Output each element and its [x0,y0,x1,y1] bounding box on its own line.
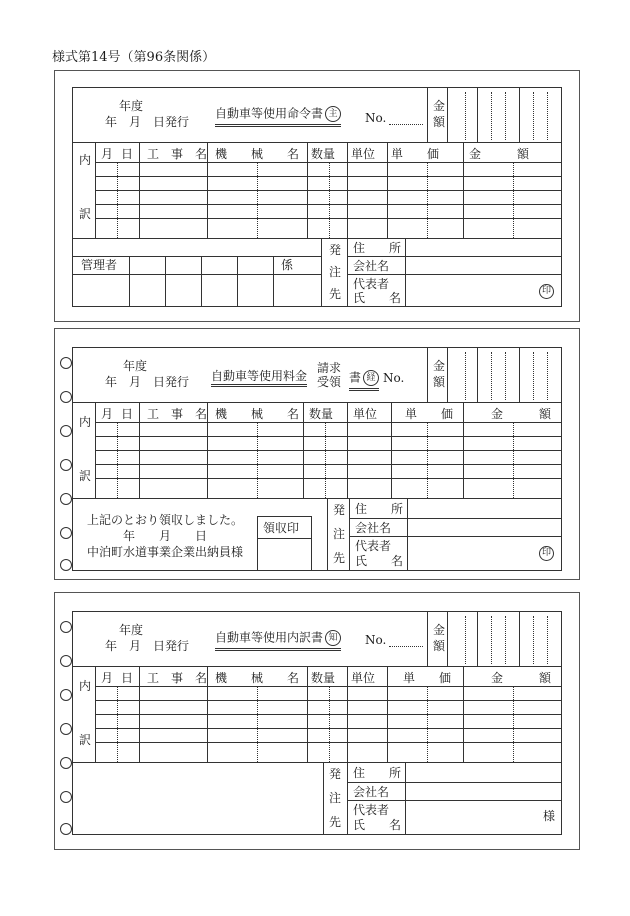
col-line [347,238,348,306]
col-suryo: 数量 [311,671,336,685]
seal-mark: 印 [539,284,554,299]
rep-label-2: 氏 名 [353,818,402,832]
divider [427,348,428,402]
issue-date-label: 年 月 日発行 [105,639,190,653]
divider [477,88,478,142]
col-day: 日 [121,147,134,161]
col-line [321,238,322,306]
col-line [237,256,238,306]
digit-sep [533,92,534,140]
fiscal-year-label: 年度 [119,623,144,637]
company-label: 会社名 [355,521,392,535]
accounting-seal-mark: 経 [363,370,379,386]
number-line [389,646,423,647]
sama-label: 様 [543,809,556,823]
row-line [347,256,561,257]
row-line [347,800,561,801]
uchiwake-label-2: 訳 [79,469,92,483]
col-month: 月 [101,671,114,685]
row-line [349,518,561,519]
digit-sep [547,92,548,140]
digit-sep [465,352,466,400]
fiscal-year-label: 年度 [123,359,148,373]
hatchu-1: 発 [333,503,346,517]
row-line [73,238,561,239]
issue-date-label: 年 月 日発行 [105,115,190,129]
col-day: 日 [121,407,134,421]
form1-title-text: 自動車等使用命令書 [215,106,324,121]
digit-sep [465,616,466,664]
notice-seal-mark: 知 [325,630,341,646]
row-line [73,256,321,257]
row-line [95,728,561,729]
col-tanka: 単 価 [403,671,452,685]
digit-sep [505,352,506,400]
binder-hole [60,791,72,803]
row-line [95,218,561,219]
form3-title [215,630,341,651]
row-line [95,204,561,205]
col-dot [257,686,258,762]
number-label: No. [383,371,405,385]
digit-sep [491,352,492,400]
col-line [405,762,406,834]
col-dot [257,162,258,238]
digit-sep [505,616,506,664]
row-line [73,498,561,499]
address-label: 住 所 [353,766,402,780]
row-line [95,478,561,479]
col-dot [427,686,428,762]
divider [447,88,448,142]
hatchu-3: 先 [329,815,342,829]
form2-title-juryo: 受領 [317,375,342,389]
form2-title-sho: 書 [349,370,362,385]
binder-hole [60,357,72,369]
col-line [347,762,348,834]
amount-label-2: 額 [433,375,446,389]
col-day: 日 [121,671,134,685]
address-label: 住 所 [355,502,404,516]
form-usage-order [54,70,580,322]
binder-hole [60,621,72,633]
col-kingaku: 金 額 [491,671,552,685]
chief-seal-mark: 主 [325,106,341,122]
row-line [73,274,321,275]
row-line [73,666,561,667]
rep-label-1: 代表者 [355,539,392,553]
form-usage-detail [54,592,580,850]
binder-hole [60,689,72,701]
divider [447,612,448,666]
divider [427,612,428,666]
binder-hole [60,723,72,735]
col-line [273,256,274,306]
col-dot [117,422,118,498]
col-tani: 単位 [351,671,376,685]
number-label: No. [365,111,387,125]
amount-label-1: 金 [433,623,446,637]
digit-sep [491,92,492,140]
row-line [257,516,311,517]
row-line [73,402,561,403]
col-tani: 単位 [353,407,378,421]
binder-hole [60,493,72,505]
uchiwake-label-1: 内 [79,415,92,429]
rep-label-2: 氏 名 [355,554,404,568]
binder-hole [60,823,72,835]
col-kikai: 機 械 名 [215,407,300,421]
col-suryo: 数量 [309,407,334,421]
company-label: 会社名 [353,259,390,273]
col-tani: 単位 [351,147,376,161]
col-tanka: 単 価 [391,147,440,161]
col-month: 月 [101,407,114,421]
digit-sep [491,616,492,664]
uchiwake-label-2: 訳 [79,733,92,747]
form2-title-main: 自動車等使用料金 [211,370,307,387]
digit-sep [533,352,534,400]
col-suryo: 数量 [311,147,336,161]
receipt-date: 年 月 日 [123,529,208,543]
company-label: 会社名 [353,785,390,799]
row-line [257,538,311,539]
receipt-addressee: 中泊町水道事業企業出納員様 [87,545,244,559]
hatchu-2: 注 [333,527,346,541]
rep-label-1: 代表者 [353,277,390,291]
col-line [327,498,328,570]
binder-hole [60,757,72,769]
divider [519,88,520,142]
form2-title-seikyu: 請求 [317,361,342,375]
row-line [349,536,561,537]
binder-hole [60,527,72,539]
digit-sep [505,92,506,140]
row-line [95,450,561,451]
rep-label-1: 代表者 [353,803,390,817]
number-label: No. [365,633,387,647]
col-dot [513,422,514,498]
col-line [407,498,408,570]
hatchu-3: 先 [329,287,342,301]
row-line [95,422,561,423]
hatchu-1: 発 [329,243,342,257]
row-line [95,190,561,191]
form-fee-receipt [54,328,580,580]
col-dot [325,422,326,498]
form1-inner [72,87,562,307]
fiscal-year-label: 年度 [119,99,144,113]
form1-title [215,106,341,127]
col-kouji: 工 事 名 [147,671,208,685]
col-dot [329,686,330,762]
manager-label: 管理者 [81,258,118,272]
row-line [95,176,561,177]
col-tanka: 単 価 [405,407,454,421]
digit-sep [465,92,466,140]
col-line [323,762,324,834]
row-line [95,686,561,687]
issue-date-label: 年 月 日発行 [105,375,190,389]
col-line [165,256,166,306]
uchiwake-label-1: 内 [79,679,92,693]
binder-hole [60,559,72,571]
row-line [73,142,561,143]
number-line [389,124,423,125]
col-line [129,256,130,306]
divider [477,612,478,666]
digit-sep [547,616,548,664]
col-dot [329,162,330,238]
row-line [95,742,561,743]
col-dot [513,162,514,238]
hatchu-3: 先 [333,551,346,565]
kakari-label: 係 [281,258,294,272]
col-kingaku: 金 額 [491,407,552,421]
col-month: 月 [101,147,114,161]
col-line [349,498,350,570]
row-line [95,162,561,163]
col-kouji: 工 事 名 [147,407,208,421]
binder-hole [60,391,72,403]
hatchu-1: 発 [329,767,342,781]
digit-sep [547,352,548,400]
row-line [95,464,561,465]
binder-hole [60,425,72,437]
col-dot [117,162,118,238]
divider [447,348,448,402]
divider [519,612,520,666]
col-kikai: 機 械 名 [215,147,300,161]
amount-label-2: 額 [433,639,446,653]
col-dot [117,686,118,762]
col-kikai: 機 械 名 [215,671,300,685]
digit-sep [533,616,534,664]
col-kingaku: 金 額 [469,147,530,161]
address-label: 住 所 [353,241,402,255]
divider [519,348,520,402]
amount-label-1: 金 [433,99,446,113]
hatchu-2: 注 [329,265,342,279]
receipt-statement: 上記のとおり領収しました。 [87,513,244,527]
col-dot [427,422,428,498]
rep-label-2: 氏 名 [353,291,402,305]
binder-hole [60,655,72,667]
form3-title-text: 自動車等使用内訳書 [215,630,324,645]
col-line [405,238,406,306]
divider [477,348,478,402]
col-dot [257,422,258,498]
col-kouji: 工 事 名 [147,147,208,161]
hatchu-2: 注 [329,791,342,805]
form2-inner [72,347,562,571]
col-line [201,256,202,306]
row-line [95,714,561,715]
row-line [95,700,561,701]
uchiwake-label-2: 訳 [79,207,92,221]
row-line [73,762,561,763]
form3-inner [72,611,562,835]
col-line [311,516,312,570]
seal-mark: 印 [539,546,554,561]
receipt-stamp-label: 領収印 [263,521,300,535]
binder-hole [60,459,72,471]
col-line [257,516,258,570]
form2-title-end [349,370,379,391]
row-line [347,274,561,275]
col-dot [513,686,514,762]
uchiwake-label-1: 内 [79,153,92,167]
col-dot [427,162,428,238]
form-caption: 様式第14号（第96条関係） [52,50,216,65]
divider [427,88,428,142]
row-line [95,436,561,437]
amount-label-2: 額 [433,115,446,129]
row-line [347,782,561,783]
amount-label-1: 金 [433,359,446,373]
